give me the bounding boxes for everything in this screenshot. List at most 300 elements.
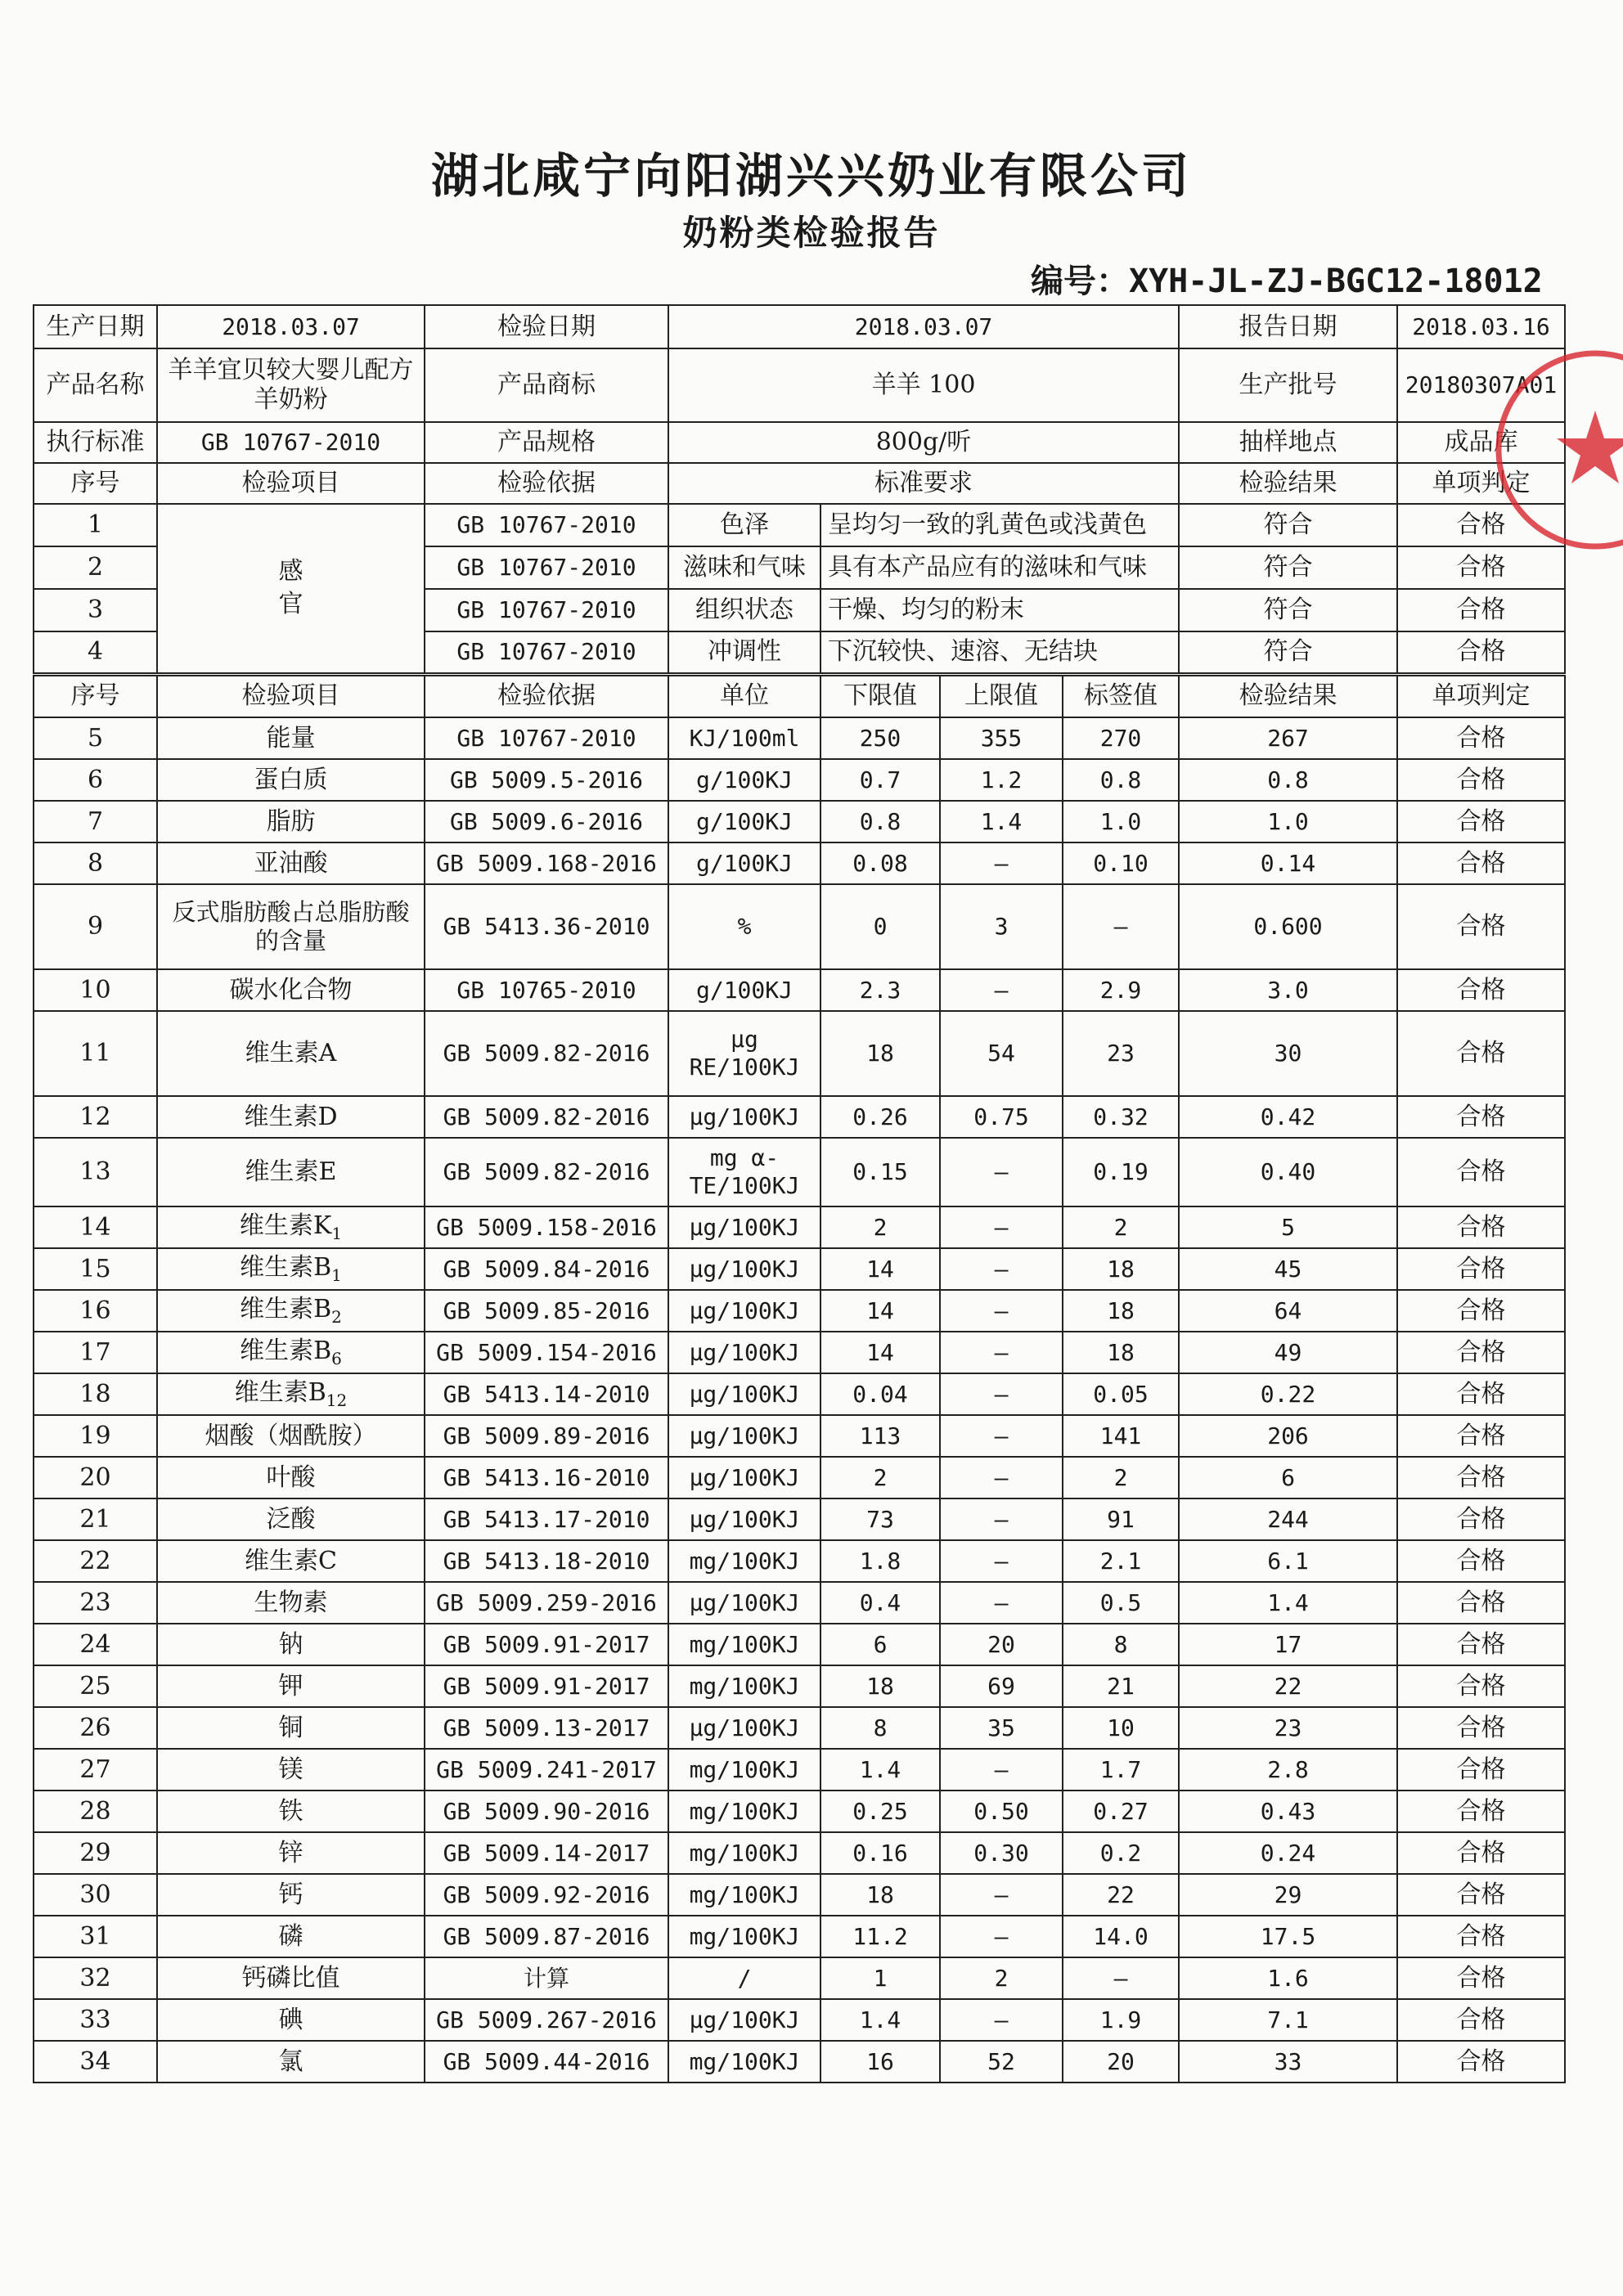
row-requirement: 干燥、均匀的粉末: [820, 589, 1179, 631]
row-item: [157, 1373, 425, 1415]
row-upper-limit: –: [940, 1749, 1063, 1791]
row-unit: mg/100KJ: [668, 1791, 820, 1832]
col-header-item: 检验项目: [157, 674, 425, 717]
row-basis: GB 5413.16-2010: [425, 1457, 668, 1498]
row-basis: GB 5009.92-2016: [425, 1874, 668, 1916]
row-lower-limit: 1.4: [820, 1749, 940, 1791]
spec-label: 产品规格: [425, 422, 668, 463]
spec: 800g/听: [668, 422, 1179, 463]
row-result: 30: [1179, 1011, 1397, 1096]
row-verdict: 合格: [1397, 1957, 1565, 1999]
row-result: 1.4: [1179, 1582, 1397, 1624]
row-verdict: 合格: [1397, 589, 1565, 631]
nutrient-row: [34, 1138, 1565, 1206]
row-lower-limit: 73: [820, 1498, 940, 1540]
row-lower-limit: 0.08: [820, 842, 940, 884]
batch-label: 生产批号: [1179, 348, 1397, 422]
sensory-header-row: [34, 463, 1565, 504]
row-item: 钾: [157, 1665, 425, 1707]
row-label-value: 18: [1063, 1248, 1179, 1290]
row-result: 17.5: [1179, 1916, 1397, 1957]
row-upper-limit: –: [940, 1582, 1063, 1624]
row-unit: μg/100KJ: [668, 1248, 820, 1290]
row-lower-limit: 14: [820, 1332, 940, 1373]
row-verdict: 合格: [1397, 1011, 1565, 1096]
product-name-label: 产品名称: [34, 348, 157, 422]
serial-number: [1031, 255, 1543, 302]
row-unit: KJ/100ml: [668, 717, 820, 759]
row-lower-limit: 0.04: [820, 1373, 940, 1415]
row-label-value: 23: [1063, 1011, 1179, 1096]
row-no: 11: [34, 1011, 157, 1096]
row-basis: GB 5009.5-2016: [425, 759, 668, 801]
row-verdict: 合格: [1397, 1582, 1565, 1624]
col-header-upper: 上限值: [940, 674, 1063, 717]
row-item: 维生素C: [157, 1540, 425, 1582]
row-verdict: 合格: [1397, 759, 1565, 801]
row-label-value: 14.0: [1063, 1916, 1179, 1957]
row-unit: g/100KJ: [668, 801, 820, 842]
item-subscript: 12: [326, 1391, 348, 1410]
report-date-label: 报告日期: [1179, 305, 1397, 348]
row-no: 9: [34, 884, 157, 969]
row-basis: GB 5413.18-2010: [425, 1540, 668, 1582]
row-label-value: 18: [1063, 1332, 1179, 1373]
col-header-result: 检验结果: [1179, 463, 1397, 504]
row-result: 0.14: [1179, 842, 1397, 884]
row-verdict: 合格: [1397, 1624, 1565, 1665]
row-basis: GB 5009.85-2016: [425, 1290, 668, 1332]
row-verdict: 合格: [1397, 801, 1565, 842]
row-basis: GB 5009.82-2016: [425, 1011, 668, 1096]
row-unit: mg/100KJ: [668, 1916, 820, 1957]
row-no: 30: [34, 1874, 157, 1916]
col-header-no: 序号: [34, 674, 157, 717]
nutrient-row: [34, 1749, 1565, 1791]
row-no: 13: [34, 1138, 157, 1206]
nutrient-row: [34, 2041, 1565, 2083]
sensory-group-label: 感官: [278, 556, 303, 619]
row-label-value: 1.0: [1063, 801, 1179, 842]
row-basis: GB 5009.158-2016: [425, 1206, 668, 1248]
row-verdict: 合格: [1397, 631, 1565, 674]
row-item: 碳水化合物: [157, 969, 425, 1011]
row-result: 244: [1179, 1498, 1397, 1540]
row-result: 符合: [1179, 546, 1397, 589]
row-no: 21: [34, 1498, 157, 1540]
row-unit: μg/100KJ: [668, 1096, 820, 1138]
row-requirement: 呈均匀一致的乳黄色或浅黄色: [820, 504, 1179, 546]
nutrient-row: [34, 884, 1565, 969]
row-unit: mg/100KJ: [668, 1540, 820, 1582]
row-basis: GB 5009.89-2016: [425, 1415, 668, 1457]
row-item: 反式脂肪酸占总脂肪酸的含量: [157, 884, 425, 969]
row-no: 31: [34, 1916, 157, 1957]
row-result: 1.0: [1179, 801, 1397, 842]
row-no: 34: [34, 2041, 157, 2083]
report-title: 奶粉类检验报告: [682, 213, 941, 253]
col-header-lower: 下限值: [820, 674, 940, 717]
row-basis: GB 5009.168-2016: [425, 842, 668, 884]
row-lower-limit: 1.8: [820, 1540, 940, 1582]
nutrient-row: [34, 1999, 1565, 2041]
row-upper-limit: 0.50: [940, 1791, 1063, 1832]
row-result: 0.8: [1179, 759, 1397, 801]
row-no: 1: [34, 504, 157, 546]
row-basis: GB 10767-2010: [425, 589, 668, 631]
row-no: 26: [34, 1707, 157, 1749]
row-result: 45: [1179, 1248, 1397, 1290]
row-item: 泛酸: [157, 1498, 425, 1540]
row-label-value: 2: [1063, 1206, 1179, 1248]
row-unit: /: [668, 1957, 820, 1999]
row-upper-limit: 1.2: [940, 759, 1063, 801]
row-result: 0.24: [1179, 1832, 1397, 1874]
row-label-value: 0.27: [1063, 1791, 1179, 1832]
row-upper-limit: –: [940, 1373, 1063, 1415]
trademark: 羊羊 100: [668, 348, 1179, 422]
row-attribute: 组织状态: [668, 589, 820, 631]
row-basis: GB 5009.90-2016: [425, 1791, 668, 1832]
row-lower-limit: 6: [820, 1624, 940, 1665]
row-verdict: 合格: [1397, 969, 1565, 1011]
row-result: 0.40: [1179, 1138, 1397, 1206]
inspection-date-label: 检验日期: [425, 305, 668, 348]
row-basis: GB 5009.259-2016: [425, 1582, 668, 1624]
row-result: 49: [1179, 1332, 1397, 1373]
item-name: 维生素K: [239, 1211, 332, 1240]
row-unit: μg/100KJ: [668, 1206, 820, 1248]
row-basis: GB 5009.154-2016: [425, 1332, 668, 1373]
row-lower-limit: 14: [820, 1248, 940, 1290]
item-subscript: 1: [331, 1224, 343, 1243]
row-basis: GB 5009.267-2016: [425, 1999, 668, 2041]
row-label-value: 1.9: [1063, 1999, 1179, 2041]
row-lower-limit: 0.4: [820, 1582, 940, 1624]
row-no: 22: [34, 1540, 157, 1582]
row-unit: mg/100KJ: [668, 1832, 820, 1874]
nutrient-row: [34, 969, 1565, 1011]
row-upper-limit: –: [940, 1540, 1063, 1582]
row-no: 15: [34, 1248, 157, 1290]
row-item: [157, 1248, 425, 1290]
row-label-value: 10: [1063, 1707, 1179, 1749]
item-name: 维生素B: [240, 1337, 332, 1365]
row-no: 16: [34, 1290, 157, 1332]
row-no: 2: [34, 546, 157, 589]
row-label-value: –: [1063, 1957, 1179, 1999]
row-upper-limit: –: [940, 1138, 1063, 1206]
sampling-place: 成品库: [1397, 422, 1565, 463]
row-result: 0.600: [1179, 884, 1397, 969]
row-basis: GB 10767-2010: [425, 631, 668, 674]
row-basis: GB 5009.87-2016: [425, 1916, 668, 1957]
row-no: 27: [34, 1749, 157, 1791]
row-lower-limit: 0.25: [820, 1791, 940, 1832]
row-result: 23: [1179, 1707, 1397, 1749]
row-lower-limit: 18: [820, 1874, 940, 1916]
row-lower-limit: 18: [820, 1665, 940, 1707]
row-verdict: 合格: [1397, 884, 1565, 969]
row-label-value: 1.7: [1063, 1749, 1179, 1791]
row-label-value: 0.05: [1063, 1373, 1179, 1415]
row-upper-limit: 355: [940, 717, 1063, 759]
row-basis: GB 10767-2010: [425, 717, 668, 759]
row-basis: GB 5009.14-2017: [425, 1832, 668, 1874]
row-unit: g/100KJ: [668, 759, 820, 801]
nutrient-row: [34, 1096, 1565, 1138]
row-no: 3: [34, 589, 157, 631]
row-no: 8: [34, 842, 157, 884]
row-verdict: 合格: [1397, 1791, 1565, 1832]
row-lower-limit: 0.7: [820, 759, 940, 801]
inspection-date: 2018.03.07: [668, 305, 1179, 348]
row-no: 33: [34, 1999, 157, 2041]
row-upper-limit: –: [940, 1999, 1063, 2041]
row-lower-limit: 2.3: [820, 969, 940, 1011]
row-upper-limit: –: [940, 1498, 1063, 1540]
nutrient-row: [34, 717, 1565, 759]
nutrient-row: [34, 1332, 1565, 1373]
row-lower-limit: 2: [820, 1457, 940, 1498]
row-result: 206: [1179, 1415, 1397, 1457]
row-verdict: 合格: [1397, 504, 1565, 546]
row-label-value: 141: [1063, 1415, 1179, 1457]
row-lower-limit: 11.2: [820, 1916, 940, 1957]
row-result: 7.1: [1179, 1999, 1397, 2041]
row-requirement: 下沉较快、速溶、无结块: [820, 631, 1179, 674]
row-result: 33: [1179, 2041, 1397, 2083]
row-upper-limit: –: [940, 1206, 1063, 1248]
standard-label: 执行标准: [34, 422, 157, 463]
nutrient-row: [34, 1791, 1565, 1832]
row-basis: GB 5413.14-2010: [425, 1373, 668, 1415]
row-result: 6.1: [1179, 1540, 1397, 1582]
row-upper-limit: 1.4: [940, 801, 1063, 842]
row-no: 32: [34, 1957, 157, 1999]
row-item: 钙: [157, 1874, 425, 1916]
row-upper-limit: –: [940, 842, 1063, 884]
row-unit: μg/100KJ: [668, 1415, 820, 1457]
row-lower-limit: 14: [820, 1290, 940, 1332]
col-header-basis: 检验依据: [425, 674, 668, 717]
row-lower-limit: 2: [820, 1206, 940, 1248]
row-unit: mg/100KJ: [668, 1624, 820, 1665]
col-header-basis: 检验依据: [425, 463, 668, 504]
row-upper-limit: 54: [940, 1011, 1063, 1096]
nutrient-row: [34, 1248, 1565, 1290]
row-upper-limit: –: [940, 1415, 1063, 1457]
row-label-value: 2: [1063, 1457, 1179, 1498]
row-unit: mg α-TE/100KJ: [668, 1138, 820, 1206]
row-upper-limit: –: [940, 1874, 1063, 1916]
sensory-row: [34, 504, 1565, 546]
row-upper-limit: –: [940, 1916, 1063, 1957]
inspection-table: [33, 304, 1566, 2083]
row-unit: g/100KJ: [668, 842, 820, 884]
row-lower-limit: 18: [820, 1011, 940, 1096]
row-upper-limit: –: [940, 1457, 1063, 1498]
row-lower-limit: 0.15: [820, 1138, 940, 1206]
row-verdict: 合格: [1397, 546, 1565, 589]
row-label-value: 2.9: [1063, 969, 1179, 1011]
row-item: 铁: [157, 1791, 425, 1832]
row-basis: GB 5009.44-2016: [425, 2041, 668, 2083]
nutrient-row: [34, 1957, 1565, 1999]
row-basis: 计算: [425, 1957, 668, 1999]
row-upper-limit: 35: [940, 1707, 1063, 1749]
row-lower-limit: 0.26: [820, 1096, 940, 1138]
row-no: 7: [34, 801, 157, 842]
item-subscript: 2: [331, 1307, 342, 1327]
row-upper-limit: 0.30: [940, 1832, 1063, 1874]
row-upper-limit: 0.75: [940, 1096, 1063, 1138]
row-unit: μg/100KJ: [668, 1999, 820, 2041]
row-upper-limit: –: [940, 1248, 1063, 1290]
row-unit: mg/100KJ: [668, 1749, 820, 1791]
row-unit: μg/100KJ: [668, 1332, 820, 1373]
row-no: 17: [34, 1332, 157, 1373]
row-item: [157, 1332, 425, 1373]
row-no: 6: [34, 759, 157, 801]
nutrient-header-row: [34, 674, 1565, 717]
nutrient-row: [34, 1540, 1565, 1582]
row-item: 镁: [157, 1749, 425, 1791]
row-item: 亚油酸: [157, 842, 425, 884]
row-basis: GB 10767-2010: [425, 504, 668, 546]
product-name: 羊羊宜贝较大婴儿配方羊奶粉: [157, 348, 425, 422]
row-lower-limit: 1: [820, 1957, 940, 1999]
nutrient-row: [34, 1457, 1565, 1498]
col-header-no: 序号: [34, 463, 157, 504]
row-no: 10: [34, 969, 157, 1011]
row-item: 能量: [157, 717, 425, 759]
row-no: 20: [34, 1457, 157, 1498]
row-result: 6: [1179, 1457, 1397, 1498]
row-verdict: 合格: [1397, 717, 1565, 759]
report-date: 2018.03.16: [1397, 305, 1565, 348]
row-lower-limit: 0: [820, 884, 940, 969]
item-name: 维生素B: [234, 1378, 326, 1407]
row-item: 氯: [157, 2041, 425, 2083]
row-upper-limit: 2: [940, 1957, 1063, 1999]
row-lower-limit: 16: [820, 2041, 940, 2083]
nutrient-row: [34, 1011, 1565, 1096]
row-lower-limit: 8: [820, 1707, 940, 1749]
item-subscript: 6: [331, 1349, 342, 1368]
row-no: 18: [34, 1373, 157, 1415]
company-name: 湖北咸宁向阳湖兴兴奶业有限公司: [430, 148, 1192, 204]
row-label-value: 22: [1063, 1874, 1179, 1916]
nutrient-row: [34, 1498, 1565, 1540]
nutrient-row: [34, 1624, 1565, 1665]
row-no: 19: [34, 1415, 157, 1457]
row-unit: mg/100KJ: [668, 2041, 820, 2083]
row-result: 64: [1179, 1290, 1397, 1332]
row-verdict: 合格: [1397, 1832, 1565, 1874]
row-item: [157, 1206, 425, 1248]
row-lower-limit: 250: [820, 717, 940, 759]
nutrient-row: [34, 1206, 1565, 1248]
row-unit: mg/100KJ: [668, 1665, 820, 1707]
nutrient-row: [34, 842, 1565, 884]
row-label-value: 0.5: [1063, 1582, 1179, 1624]
row-upper-limit: 69: [940, 1665, 1063, 1707]
row-unit: μg/100KJ: [668, 1373, 820, 1415]
col-header-item: 检验项目: [157, 463, 425, 504]
row-upper-limit: 20: [940, 1624, 1063, 1665]
row-result: 符合: [1179, 589, 1397, 631]
col-header-requirement: 标准要求: [668, 463, 1179, 504]
row-verdict: 合格: [1397, 1138, 1565, 1206]
row-upper-limit: –: [940, 1332, 1063, 1373]
nutrient-row: [34, 1874, 1565, 1916]
info-row-2: [34, 348, 1565, 422]
row-item: 维生素E: [157, 1138, 425, 1206]
row-unit: μg/100KJ: [668, 1707, 820, 1749]
row-verdict: 合格: [1397, 1498, 1565, 1540]
sensory-group-cell: [157, 504, 425, 674]
row-verdict: 合格: [1397, 1415, 1565, 1457]
row-basis: GB 5413.17-2010: [425, 1498, 668, 1540]
col-header-label: 标签值: [1063, 674, 1179, 717]
row-basis: GB 5009.6-2016: [425, 801, 668, 842]
row-lower-limit: 1.4: [820, 1999, 940, 2041]
row-verdict: 合格: [1397, 2041, 1565, 2083]
trademark-label: 产品商标: [425, 348, 668, 422]
row-verdict: 合格: [1397, 1457, 1565, 1498]
info-row-3: [34, 422, 1565, 463]
row-attribute: 色泽: [668, 504, 820, 546]
row-unit: μg/100KJ: [668, 1582, 820, 1624]
row-no: 23: [34, 1582, 157, 1624]
row-result: 5: [1179, 1206, 1397, 1248]
batch-number: 20180307A01: [1397, 348, 1565, 422]
row-result: 267: [1179, 717, 1397, 759]
row-verdict: 合格: [1397, 1332, 1565, 1373]
row-result: 0.43: [1179, 1791, 1397, 1832]
production-date: 2018.03.07: [157, 305, 425, 348]
row-item: 烟酸（烟酰胺）: [157, 1415, 425, 1457]
standard: GB 10767-2010: [157, 422, 425, 463]
row-item: [157, 1290, 425, 1332]
row-no: 29: [34, 1832, 157, 1874]
row-lower-limit: 113: [820, 1415, 940, 1457]
item-name: 维生素B: [240, 1295, 332, 1323]
row-basis: GB 5009.91-2017: [425, 1665, 668, 1707]
row-item: 锌: [157, 1832, 425, 1874]
row-item: 磷: [157, 1916, 425, 1957]
row-label-value: –: [1063, 884, 1179, 969]
row-no: 5: [34, 717, 157, 759]
row-verdict: 合格: [1397, 1749, 1565, 1791]
row-basis: GB 5009.82-2016: [425, 1138, 668, 1206]
nutrient-row: [34, 1832, 1565, 1874]
row-label-value: 8: [1063, 1624, 1179, 1665]
row-verdict: 合格: [1397, 1707, 1565, 1749]
row-verdict: 合格: [1397, 1665, 1565, 1707]
row-verdict: 合格: [1397, 1874, 1565, 1916]
nutrient-row: [34, 1665, 1565, 1707]
row-result: 0.42: [1179, 1096, 1397, 1138]
row-label-value: 0.32: [1063, 1096, 1179, 1138]
row-item: 叶酸: [157, 1457, 425, 1498]
row-upper-limit: 52: [940, 2041, 1063, 2083]
row-no: 14: [34, 1206, 157, 1248]
row-basis: GB 10767-2010: [425, 546, 668, 589]
row-label-value: 18: [1063, 1290, 1179, 1332]
row-item: 生物素: [157, 1582, 425, 1624]
